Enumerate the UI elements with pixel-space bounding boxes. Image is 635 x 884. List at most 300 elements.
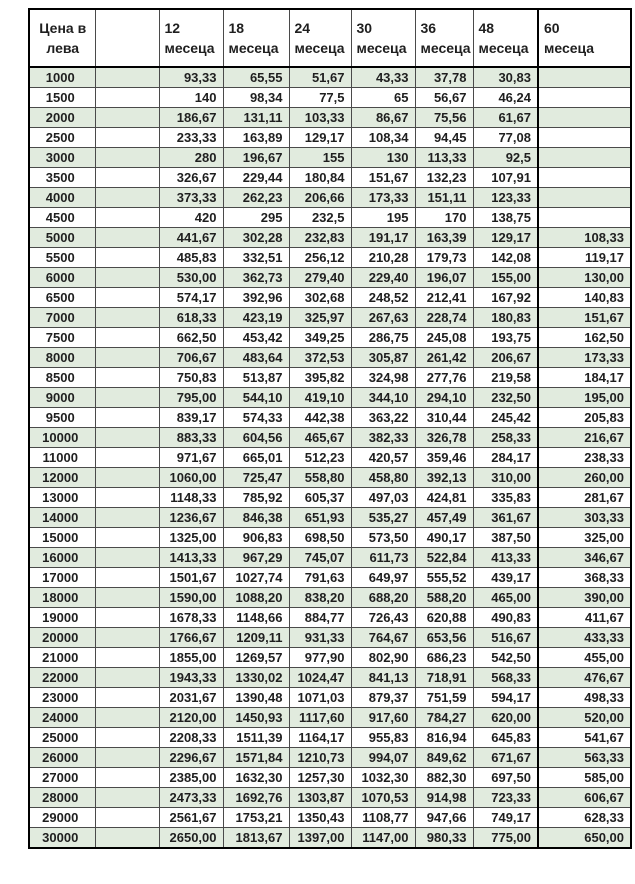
payment-value-cell[interactable]: 65,55 bbox=[223, 67, 289, 88]
payment-value-cell[interactable]: 723,33 bbox=[473, 788, 538, 808]
payment-value-cell[interactable]: 2120,00 bbox=[159, 708, 223, 728]
payment-value-cell[interactable]: 573,50 bbox=[351, 528, 415, 548]
payment-value-cell[interactable]: 649,97 bbox=[351, 568, 415, 588]
payment-value-cell[interactable]: 56,67 bbox=[415, 88, 473, 108]
payment-value-cell[interactable] bbox=[538, 208, 631, 228]
payment-value-cell[interactable]: 955,83 bbox=[351, 728, 415, 748]
payment-value-cell[interactable]: 1060,00 bbox=[159, 468, 223, 488]
payment-value-cell[interactable]: 349,25 bbox=[289, 328, 351, 348]
payment-value-cell[interactable]: 1236,67 bbox=[159, 508, 223, 528]
payment-value-cell[interactable]: 326,78 bbox=[415, 428, 473, 448]
payment-value-cell[interactable]: 879,37 bbox=[351, 688, 415, 708]
payment-value-cell[interactable]: 2650,00 bbox=[159, 828, 223, 849]
payment-value-cell[interactable]: 113,33 bbox=[415, 148, 473, 168]
payment-value-cell[interactable]: 1397,00 bbox=[289, 828, 351, 849]
payment-value-cell[interactable]: 229,40 bbox=[351, 268, 415, 288]
payment-value-cell[interactable]: 37,78 bbox=[415, 67, 473, 88]
payment-value-cell[interactable]: 267,63 bbox=[351, 308, 415, 328]
payment-value-cell[interactable]: 1813,67 bbox=[223, 828, 289, 849]
payment-value-cell[interactable]: 2385,00 bbox=[159, 768, 223, 788]
payment-value-cell[interactable]: 726,43 bbox=[351, 608, 415, 628]
empty-cell[interactable] bbox=[95, 248, 159, 268]
price-cell[interactable]: 3500 bbox=[29, 168, 95, 188]
payment-value-cell[interactable]: 490,17 bbox=[415, 528, 473, 548]
payment-value-cell[interactable]: 605,37 bbox=[289, 488, 351, 508]
payment-value-cell[interactable]: 346,67 bbox=[538, 548, 631, 568]
price-cell[interactable]: 11000 bbox=[29, 448, 95, 468]
payment-value-cell[interactable]: 1257,30 bbox=[289, 768, 351, 788]
price-cell[interactable]: 1000 bbox=[29, 67, 95, 88]
price-cell[interactable]: 16000 bbox=[29, 548, 95, 568]
payment-value-cell[interactable]: 131,11 bbox=[223, 108, 289, 128]
payment-value-cell[interactable]: 1632,30 bbox=[223, 768, 289, 788]
payment-value-cell[interactable]: 195 bbox=[351, 208, 415, 228]
payment-value-cell[interactable]: 749,17 bbox=[473, 808, 538, 828]
payment-value-cell[interactable]: 184,17 bbox=[538, 368, 631, 388]
payment-value-cell[interactable]: 61,67 bbox=[473, 108, 538, 128]
payment-value-cell[interactable]: 1032,30 bbox=[351, 768, 415, 788]
payment-value-cell[interactable]: 392,96 bbox=[223, 288, 289, 308]
payment-value-cell[interactable]: 688,20 bbox=[351, 588, 415, 608]
payment-value-cell[interactable]: 170 bbox=[415, 208, 473, 228]
empty-cell[interactable] bbox=[95, 108, 159, 128]
payment-value-cell[interactable]: 372,53 bbox=[289, 348, 351, 368]
empty-cell[interactable] bbox=[95, 348, 159, 368]
payment-value-cell[interactable]: 1943,33 bbox=[159, 668, 223, 688]
empty-cell[interactable] bbox=[95, 548, 159, 568]
price-cell[interactable]: 23000 bbox=[29, 688, 95, 708]
payment-value-cell[interactable]: 2296,67 bbox=[159, 748, 223, 768]
price-cell[interactable]: 2500 bbox=[29, 128, 95, 148]
empty-cell[interactable] bbox=[95, 288, 159, 308]
payment-value-cell[interactable]: 653,56 bbox=[415, 628, 473, 648]
payment-value-cell[interactable]: 142,08 bbox=[473, 248, 538, 268]
payment-value-cell[interactable]: 1390,48 bbox=[223, 688, 289, 708]
payment-value-cell[interactable]: 151,67 bbox=[351, 168, 415, 188]
payment-value-cell[interactable]: 210,28 bbox=[351, 248, 415, 268]
payment-value-cell[interactable]: 424,81 bbox=[415, 488, 473, 508]
payment-value-cell[interactable]: 238,33 bbox=[538, 448, 631, 468]
payment-value-cell[interactable]: 129,17 bbox=[473, 228, 538, 248]
payment-value-cell[interactable]: 1501,67 bbox=[159, 568, 223, 588]
payment-value-cell[interactable]: 362,73 bbox=[223, 268, 289, 288]
payment-value-cell[interactable]: 541,67 bbox=[538, 728, 631, 748]
payment-value-cell[interactable]: 151,67 bbox=[538, 308, 631, 328]
payment-value-cell[interactable]: 46,24 bbox=[473, 88, 538, 108]
payment-value-cell[interactable]: 387,50 bbox=[473, 528, 538, 548]
payment-value-cell[interactable]: 497,03 bbox=[351, 488, 415, 508]
payment-value-cell[interactable]: 86,67 bbox=[351, 108, 415, 128]
payment-value-cell[interactable]: 77,08 bbox=[473, 128, 538, 148]
empty-cell[interactable] bbox=[95, 588, 159, 608]
payment-value-cell[interactable]: 1692,76 bbox=[223, 788, 289, 808]
payment-value-cell[interactable] bbox=[538, 108, 631, 128]
empty-cell[interactable] bbox=[95, 368, 159, 388]
payment-value-cell[interactable]: 884,77 bbox=[289, 608, 351, 628]
payment-value-cell[interactable]: 258,33 bbox=[473, 428, 538, 448]
price-cell[interactable]: 25000 bbox=[29, 728, 95, 748]
payment-value-cell[interactable]: 980,33 bbox=[415, 828, 473, 849]
payment-value-cell[interactable]: 604,56 bbox=[223, 428, 289, 448]
empty-cell[interactable] bbox=[95, 628, 159, 648]
price-cell[interactable]: 28000 bbox=[29, 788, 95, 808]
empty-cell[interactable] bbox=[95, 508, 159, 528]
price-cell[interactable]: 7000 bbox=[29, 308, 95, 328]
payment-value-cell[interactable]: 994,07 bbox=[351, 748, 415, 768]
payment-value-cell[interactable]: 1147,00 bbox=[351, 828, 415, 849]
payment-value-cell[interactable]: 303,33 bbox=[538, 508, 631, 528]
payment-value-cell[interactable]: 232,83 bbox=[289, 228, 351, 248]
payment-value-cell[interactable]: 620,00 bbox=[473, 708, 538, 728]
payment-value-cell[interactable]: 103,33 bbox=[289, 108, 351, 128]
payment-value-cell[interactable]: 588,20 bbox=[415, 588, 473, 608]
payment-value-cell[interactable]: 180,83 bbox=[473, 308, 538, 328]
payment-value-cell[interactable]: 2561,67 bbox=[159, 808, 223, 828]
payment-value-cell[interactable]: 138,75 bbox=[473, 208, 538, 228]
payment-value-cell[interactable]: 284,17 bbox=[473, 448, 538, 468]
payment-value-cell[interactable] bbox=[538, 148, 631, 168]
payment-value-cell[interactable]: 1590,00 bbox=[159, 588, 223, 608]
payment-value-cell[interactable]: 245,08 bbox=[415, 328, 473, 348]
payment-value-cell[interactable]: 196,07 bbox=[415, 268, 473, 288]
payment-value-cell[interactable]: 191,17 bbox=[351, 228, 415, 248]
price-cell[interactable]: 21000 bbox=[29, 648, 95, 668]
payment-value-cell[interactable]: 455,00 bbox=[538, 648, 631, 668]
payment-value-cell[interactable]: 295 bbox=[223, 208, 289, 228]
payment-value-cell[interactable]: 662,50 bbox=[159, 328, 223, 348]
payment-value-cell[interactable]: 279,40 bbox=[289, 268, 351, 288]
price-cell[interactable]: 17000 bbox=[29, 568, 95, 588]
empty-cell[interactable] bbox=[95, 208, 159, 228]
payment-value-cell[interactable]: 310,44 bbox=[415, 408, 473, 428]
payment-value-cell[interactable]: 310,00 bbox=[473, 468, 538, 488]
payment-value-cell[interactable]: 413,33 bbox=[473, 548, 538, 568]
payment-value-cell[interactable]: 802,90 bbox=[351, 648, 415, 668]
payment-value-cell[interactable]: 195,00 bbox=[538, 388, 631, 408]
payment-value-cell[interactable]: 280 bbox=[159, 148, 223, 168]
payment-value-cell[interactable]: 1753,21 bbox=[223, 808, 289, 828]
payment-value-cell[interactable]: 555,52 bbox=[415, 568, 473, 588]
payment-value-cell[interactable]: 914,98 bbox=[415, 788, 473, 808]
payment-value-cell[interactable]: 1148,66 bbox=[223, 608, 289, 628]
payment-value-cell[interactable]: 1108,77 bbox=[351, 808, 415, 828]
payment-value-cell[interactable]: 745,07 bbox=[289, 548, 351, 568]
price-cell[interactable]: 29000 bbox=[29, 808, 95, 828]
price-cell[interactable]: 8000 bbox=[29, 348, 95, 368]
payment-value-cell[interactable]: 325,00 bbox=[538, 528, 631, 548]
payment-value-cell[interactable]: 2031,67 bbox=[159, 688, 223, 708]
payment-value-cell[interactable]: 433,33 bbox=[538, 628, 631, 648]
price-cell[interactable]: 9000 bbox=[29, 388, 95, 408]
payment-value-cell[interactable]: 212,41 bbox=[415, 288, 473, 308]
payment-value-cell[interactable]: 262,23 bbox=[223, 188, 289, 208]
payment-value-cell[interactable]: 1148,33 bbox=[159, 488, 223, 508]
payment-value-cell[interactable]: 750,83 bbox=[159, 368, 223, 388]
payment-value-cell[interactable]: 2473,33 bbox=[159, 788, 223, 808]
payment-value-cell[interactable]: 173,33 bbox=[351, 188, 415, 208]
payment-value-cell[interactable]: 841,13 bbox=[351, 668, 415, 688]
payment-value-cell[interactable]: 294,10 bbox=[415, 388, 473, 408]
price-cell[interactable]: 14000 bbox=[29, 508, 95, 528]
payment-value-cell[interactable]: 483,64 bbox=[223, 348, 289, 368]
payment-value-cell[interactable]: 361,67 bbox=[473, 508, 538, 528]
payment-value-cell[interactable]: 179,73 bbox=[415, 248, 473, 268]
payment-value-cell[interactable]: 411,67 bbox=[538, 608, 631, 628]
payment-value-cell[interactable]: 846,38 bbox=[223, 508, 289, 528]
empty-cell[interactable] bbox=[95, 608, 159, 628]
payment-value-cell[interactable]: 108,33 bbox=[538, 228, 631, 248]
price-cell[interactable]: 4500 bbox=[29, 208, 95, 228]
payment-value-cell[interactable]: 1571,84 bbox=[223, 748, 289, 768]
payment-value-cell[interactable]: 180,84 bbox=[289, 168, 351, 188]
payment-value-cell[interactable]: 332,51 bbox=[223, 248, 289, 268]
payment-value-cell[interactable]: 423,19 bbox=[223, 308, 289, 328]
payment-value-cell[interactable]: 77,5 bbox=[289, 88, 351, 108]
payment-value-cell[interactable]: 618,33 bbox=[159, 308, 223, 328]
price-cell[interactable]: 15000 bbox=[29, 528, 95, 548]
payment-value-cell[interactable]: 419,10 bbox=[289, 388, 351, 408]
payment-value-cell[interactable]: 839,17 bbox=[159, 408, 223, 428]
payment-value-cell[interactable]: 229,44 bbox=[223, 168, 289, 188]
price-cell[interactable]: 19000 bbox=[29, 608, 95, 628]
empty-cell[interactable] bbox=[95, 648, 159, 668]
payment-value-cell[interactable]: 395,82 bbox=[289, 368, 351, 388]
payment-value-cell[interactable]: 568,33 bbox=[473, 668, 538, 688]
empty-cell[interactable] bbox=[95, 328, 159, 348]
price-cell[interactable]: 4000 bbox=[29, 188, 95, 208]
price-cell[interactable]: 24000 bbox=[29, 708, 95, 728]
payment-value-cell[interactable]: 305,87 bbox=[351, 348, 415, 368]
payment-value-cell[interactable]: 535,27 bbox=[351, 508, 415, 528]
payment-value-cell[interactable]: 206,67 bbox=[473, 348, 538, 368]
price-cell[interactable]: 10000 bbox=[29, 428, 95, 448]
payment-value-cell[interactable]: 93,33 bbox=[159, 67, 223, 88]
payment-value-cell[interactable]: 1209,11 bbox=[223, 628, 289, 648]
payment-value-cell[interactable]: 606,67 bbox=[538, 788, 631, 808]
payment-value-cell[interactable]: 442,38 bbox=[289, 408, 351, 428]
empty-cell[interactable] bbox=[95, 388, 159, 408]
payment-value-cell[interactable]: 791,63 bbox=[289, 568, 351, 588]
empty-cell[interactable] bbox=[95, 688, 159, 708]
payment-value-cell[interactable]: 123,33 bbox=[473, 188, 538, 208]
payment-value-cell[interactable]: 1088,20 bbox=[223, 588, 289, 608]
payment-value-cell[interactable]: 542,50 bbox=[473, 648, 538, 668]
payment-value-cell[interactable]: 917,60 bbox=[351, 708, 415, 728]
payment-value-cell[interactable] bbox=[538, 88, 631, 108]
price-cell[interactable]: 5500 bbox=[29, 248, 95, 268]
empty-cell[interactable] bbox=[95, 828, 159, 849]
payment-value-cell[interactable]: 1511,39 bbox=[223, 728, 289, 748]
payment-value-cell[interactable]: 530,00 bbox=[159, 268, 223, 288]
payment-value-cell[interactable]: 485,83 bbox=[159, 248, 223, 268]
price-cell[interactable]: 5000 bbox=[29, 228, 95, 248]
price-cell[interactable]: 2000 bbox=[29, 108, 95, 128]
payment-value-cell[interactable]: 373,33 bbox=[159, 188, 223, 208]
price-cell[interactable]: 6000 bbox=[29, 268, 95, 288]
payment-value-cell[interactable]: 344,10 bbox=[351, 388, 415, 408]
payment-value-cell[interactable]: 718,91 bbox=[415, 668, 473, 688]
payment-value-cell[interactable]: 163,39 bbox=[415, 228, 473, 248]
payment-value-cell[interactable]: 155 bbox=[289, 148, 351, 168]
empty-cell[interactable] bbox=[95, 708, 159, 728]
payment-value-cell[interactable]: 574,33 bbox=[223, 408, 289, 428]
price-cell[interactable]: 20000 bbox=[29, 628, 95, 648]
payment-value-cell[interactable]: 453,42 bbox=[223, 328, 289, 348]
payment-value-cell[interactable]: 151,11 bbox=[415, 188, 473, 208]
payment-value-cell[interactable]: 650,00 bbox=[538, 828, 631, 849]
empty-cell[interactable] bbox=[95, 428, 159, 448]
payment-value-cell[interactable]: 1678,33 bbox=[159, 608, 223, 628]
payment-value-cell[interactable]: 119,17 bbox=[538, 248, 631, 268]
payment-value-cell[interactable]: 490,83 bbox=[473, 608, 538, 628]
payment-value-cell[interactable]: 286,75 bbox=[351, 328, 415, 348]
payment-value-cell[interactable]: 363,22 bbox=[351, 408, 415, 428]
empty-cell[interactable] bbox=[95, 788, 159, 808]
payment-value-cell[interactable]: 94,45 bbox=[415, 128, 473, 148]
payment-value-cell[interactable]: 248,52 bbox=[351, 288, 415, 308]
payment-value-cell[interactable]: 281,67 bbox=[538, 488, 631, 508]
payment-value-cell[interactable] bbox=[538, 188, 631, 208]
payment-value-cell[interactable]: 520,00 bbox=[538, 708, 631, 728]
payment-value-cell[interactable]: 324,98 bbox=[351, 368, 415, 388]
payment-value-cell[interactable]: 325,97 bbox=[289, 308, 351, 328]
payment-value-cell[interactable]: 43,33 bbox=[351, 67, 415, 88]
price-cell[interactable]: 9500 bbox=[29, 408, 95, 428]
payment-value-cell[interactable]: 849,62 bbox=[415, 748, 473, 768]
payment-value-cell[interactable]: 245,42 bbox=[473, 408, 538, 428]
payment-value-cell[interactable]: 132,23 bbox=[415, 168, 473, 188]
empty-cell[interactable] bbox=[95, 568, 159, 588]
payment-value-cell[interactable]: 108,34 bbox=[351, 128, 415, 148]
payment-value-cell[interactable]: 620,88 bbox=[415, 608, 473, 628]
price-cell[interactable]: 6500 bbox=[29, 288, 95, 308]
payment-value-cell[interactable]: 645,83 bbox=[473, 728, 538, 748]
payment-value-cell[interactable]: 129,17 bbox=[289, 128, 351, 148]
payment-value-cell[interactable]: 1325,00 bbox=[159, 528, 223, 548]
payment-value-cell[interactable]: 219,58 bbox=[473, 368, 538, 388]
payment-value-cell[interactable]: 795,00 bbox=[159, 388, 223, 408]
payment-value-cell[interactable] bbox=[538, 128, 631, 148]
empty-cell[interactable] bbox=[95, 88, 159, 108]
payment-value-cell[interactable]: 1024,47 bbox=[289, 668, 351, 688]
payment-value-cell[interactable]: 186,67 bbox=[159, 108, 223, 128]
empty-cell[interactable] bbox=[95, 728, 159, 748]
price-cell[interactable]: 30000 bbox=[29, 828, 95, 849]
payment-value-cell[interactable]: 2208,33 bbox=[159, 728, 223, 748]
empty-cell[interactable] bbox=[95, 528, 159, 548]
payment-value-cell[interactable]: 651,93 bbox=[289, 508, 351, 528]
payment-value-cell[interactable]: 420,57 bbox=[351, 448, 415, 468]
empty-cell[interactable] bbox=[95, 488, 159, 508]
payment-value-cell[interactable]: 697,50 bbox=[473, 768, 538, 788]
payment-value-cell[interactable]: 368,33 bbox=[538, 568, 631, 588]
payment-value-cell[interactable]: 420 bbox=[159, 208, 223, 228]
price-cell[interactable]: 12000 bbox=[29, 468, 95, 488]
payment-value-cell[interactable]: 706,67 bbox=[159, 348, 223, 368]
price-cell[interactable]: 26000 bbox=[29, 748, 95, 768]
payment-value-cell[interactable]: 585,00 bbox=[538, 768, 631, 788]
payment-value-cell[interactable]: 277,76 bbox=[415, 368, 473, 388]
payment-value-cell[interactable]: 205,83 bbox=[538, 408, 631, 428]
payment-value-cell[interactable]: 457,49 bbox=[415, 508, 473, 528]
payment-value-cell[interactable]: 764,67 bbox=[351, 628, 415, 648]
payment-value-cell[interactable]: 686,23 bbox=[415, 648, 473, 668]
payment-value-cell[interactable]: 390,00 bbox=[538, 588, 631, 608]
payment-value-cell[interactable]: 544,10 bbox=[223, 388, 289, 408]
payment-value-cell[interactable]: 173,33 bbox=[538, 348, 631, 368]
payment-value-cell[interactable]: 1766,67 bbox=[159, 628, 223, 648]
payment-value-cell[interactable]: 65 bbox=[351, 88, 415, 108]
payment-value-cell[interactable]: 167,92 bbox=[473, 288, 538, 308]
payment-value-cell[interactable]: 439,17 bbox=[473, 568, 538, 588]
payment-value-cell[interactable]: 261,42 bbox=[415, 348, 473, 368]
payment-value-cell[interactable]: 513,87 bbox=[223, 368, 289, 388]
payment-value-cell[interactable]: 130 bbox=[351, 148, 415, 168]
payment-value-cell[interactable]: 594,17 bbox=[473, 688, 538, 708]
payment-value-cell[interactable]: 1855,00 bbox=[159, 648, 223, 668]
payment-value-cell[interactable]: 51,67 bbox=[289, 67, 351, 88]
empty-cell[interactable] bbox=[95, 768, 159, 788]
payment-value-cell[interactable]: 140 bbox=[159, 88, 223, 108]
payment-value-cell[interactable]: 458,80 bbox=[351, 468, 415, 488]
payment-value-cell[interactable]: 232,5 bbox=[289, 208, 351, 228]
price-cell[interactable]: 7500 bbox=[29, 328, 95, 348]
payment-value-cell[interactable]: 206,66 bbox=[289, 188, 351, 208]
empty-cell[interactable] bbox=[95, 188, 159, 208]
payment-value-cell[interactable] bbox=[538, 67, 631, 88]
payment-value-cell[interactable]: 1350,43 bbox=[289, 808, 351, 828]
payment-value-cell[interactable]: 392,13 bbox=[415, 468, 473, 488]
payment-value-cell[interactable]: 228,74 bbox=[415, 308, 473, 328]
payment-value-cell[interactable]: 140,83 bbox=[538, 288, 631, 308]
empty-cell[interactable] bbox=[95, 668, 159, 688]
empty-cell[interactable] bbox=[95, 168, 159, 188]
payment-value-cell[interactable]: 98,34 bbox=[223, 88, 289, 108]
payment-value-cell[interactable]: 516,67 bbox=[473, 628, 538, 648]
payment-value-cell[interactable]: 522,84 bbox=[415, 548, 473, 568]
payment-value-cell[interactable]: 1070,53 bbox=[351, 788, 415, 808]
payment-value-cell[interactable]: 441,67 bbox=[159, 228, 223, 248]
payment-value-cell[interactable]: 476,67 bbox=[538, 668, 631, 688]
payment-value-cell[interactable]: 977,90 bbox=[289, 648, 351, 668]
payment-value-cell[interactable]: 1117,60 bbox=[289, 708, 351, 728]
price-cell[interactable]: 8500 bbox=[29, 368, 95, 388]
payment-value-cell[interactable]: 382,33 bbox=[351, 428, 415, 448]
empty-cell[interactable] bbox=[95, 268, 159, 288]
payment-value-cell[interactable]: 665,01 bbox=[223, 448, 289, 468]
payment-value-cell[interactable]: 256,12 bbox=[289, 248, 351, 268]
payment-value-cell[interactable]: 558,80 bbox=[289, 468, 351, 488]
empty-cell[interactable] bbox=[95, 228, 159, 248]
payment-value-cell[interactable]: 163,89 bbox=[223, 128, 289, 148]
payment-value-cell[interactable]: 971,67 bbox=[159, 448, 223, 468]
payment-value-cell[interactable]: 931,33 bbox=[289, 628, 351, 648]
payment-value-cell[interactable]: 784,27 bbox=[415, 708, 473, 728]
payment-value-cell[interactable]: 1164,17 bbox=[289, 728, 351, 748]
payment-value-cell[interactable]: 359,46 bbox=[415, 448, 473, 468]
payment-value-cell[interactable]: 512,23 bbox=[289, 448, 351, 468]
payment-value-cell[interactable]: 1269,57 bbox=[223, 648, 289, 668]
payment-value-cell[interactable]: 326,67 bbox=[159, 168, 223, 188]
payment-value-cell[interactable]: 628,33 bbox=[538, 808, 631, 828]
payment-value-cell[interactable]: 216,67 bbox=[538, 428, 631, 448]
payment-value-cell[interactable]: 232,50 bbox=[473, 388, 538, 408]
payment-value-cell[interactable]: 838,20 bbox=[289, 588, 351, 608]
payment-value-cell[interactable]: 882,30 bbox=[415, 768, 473, 788]
payment-value-cell[interactable]: 302,28 bbox=[223, 228, 289, 248]
payment-value-cell[interactable]: 816,94 bbox=[415, 728, 473, 748]
price-cell[interactable]: 13000 bbox=[29, 488, 95, 508]
